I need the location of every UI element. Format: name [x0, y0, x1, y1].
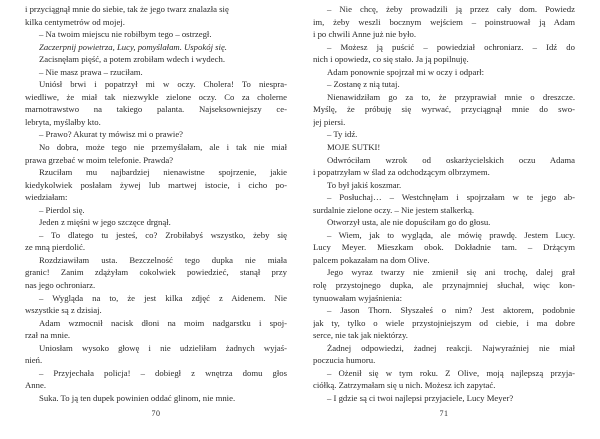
text-line: Myślę, że próbuję się wyrwać, przyciągnął mnie do swo-	[313, 104, 575, 115]
text-line: No dobra, może tego nie przemyślałam, ale i tak nie miał	[39, 142, 287, 153]
text-line: surdalnie zielone oczy. – Nie jestem stalkerką.	[313, 204, 475, 215]
text-line: Jeden z mięśni w jego szczęce drgnął.	[39, 217, 171, 228]
page-number: 70	[151, 409, 161, 418]
text-line: i przyciągnął mnie do siebie, tak że jego twarz znalazła się	[25, 4, 229, 14]
text-line: – Pierdol się.	[39, 204, 85, 215]
right-page	[313, 0, 575, 439]
text-line: – Prawo? Akurat ty mówisz mi o prawie?	[39, 129, 184, 140]
text-line: Otworzył usta, ale nie dopuściłam go do głosu.	[327, 217, 491, 228]
text-line: wiedziałam:	[25, 192, 68, 203]
text-line: Nienawidziłam go za to, że przyprawiał mnie o dreszcze.	[327, 91, 575, 102]
text-line: serce, nie tak jak niektórzy.	[313, 330, 408, 341]
text-line: – Wiem, jak to wygląda, ale mówię prawdę. Jestem Lucy.	[327, 229, 575, 240]
page-number: 71	[439, 409, 449, 418]
text-line: kiedykolwiek posłałam żywej lub martwej istocie, i cicho po-	[25, 179, 287, 190]
text-line: wszystkie są z dzisiaj.	[25, 305, 102, 316]
text-line: – Nie masz prawa – rzuciłam.	[39, 66, 143, 77]
text-line: ze mną pierdolić.	[25, 242, 86, 253]
text-line: wiedliwe, że miał tak niezwykle zielone oczy. Co za cholerne	[25, 91, 287, 102]
text-line: Adam wzmocnił nacisk dłoni na moim nadgarstku i spoj-	[39, 317, 287, 328]
text-line: granic! Zanim zdążyłam cokolwiek powiedzieć, stanął przy	[25, 267, 287, 278]
text-line: – Nie chcę, żeby prowadzili ją przez cały dom. Powiedz	[327, 4, 575, 14]
text-line: jej piersi.	[313, 116, 346, 127]
text-line: jak ty, tylko o wiele przystojniejszym od ciebie, i ma dobre	[313, 317, 575, 328]
text-line: – Posłuchaj… – Westchnęłam i spojrzałam w te jego ab-	[327, 192, 575, 203]
text-line: nich i opowiedz, co się stało. Ja ją popilnuję.	[313, 54, 469, 65]
text-line: – Ty idź.	[327, 129, 358, 140]
text-line: To był jakiś koszmar.	[327, 179, 402, 190]
text-line: – Zostanę z nią tutaj.	[327, 79, 400, 90]
text-line: Uniosłam wysoko głowę i nie udzieliłam żadnych wyjaś-	[39, 342, 287, 353]
text-line: rolę przystojnego dupka, ale przynajmniej słuchał, więc kon-	[313, 280, 575, 291]
text-line: Rzuciłam mu najbardziej nienawistne spojrzenie, jakie	[39, 167, 287, 178]
text-line: palcem pokazałam na dom Olive.	[313, 254, 430, 265]
left-page	[25, 0, 287, 439]
text-line: Odwróciłam wzrok od oskarżycielskich oczu Adama	[327, 154, 575, 165]
text-line: ciółką. Zatrzymałam się u nich. Możesz ich zapytać.	[313, 380, 496, 391]
text-line: – Możesz ją puścić – powiedział ochroniarz. – Idź do	[327, 41, 575, 52]
text-line: Lucy Meyer. Mieszkam obok. Dokładnie tam. – Drżącym	[313, 242, 575, 253]
right-page-text	[313, 3, 575, 405]
text-line: Żadnej odpowiedzi, żadnej reakcji. Najwyraźniej nie miał	[327, 342, 575, 353]
text-line: – Ożenił się w tym roku. Z Olive, moją najlepszą przyja-	[327, 367, 575, 378]
text-line: im, żeby weszli bocznym wejściem – poinstruował ją Adam	[313, 16, 575, 27]
text-line: prawa grzebać w moim telefonie. Prawda?	[25, 154, 174, 165]
text-line: i popatrzyłam w ślad za odchodzącym olbrzymem.	[313, 167, 490, 178]
text-line: – Jason Thorn. Słyszałeś o nim? Jest aktorem, podobnie	[327, 305, 575, 316]
text-line: – Na twoim miejscu nie robiłbym tego – ostrzegł.	[39, 29, 212, 40]
text-line: Rozdziawiłam usta. Bezczelność tego dupka nie miała	[39, 254, 287, 265]
text-line: Jego wyraz twarzy nie zmienił się ani trochę, dalej grał	[327, 267, 575, 278]
left-page-text	[25, 3, 287, 405]
text-line: Adam ponownie spojrzał mi w oczy i odparł:	[327, 66, 485, 77]
text-line: poczucia humoru.	[313, 355, 376, 366]
text-line: rzał na mnie.	[25, 330, 71, 341]
text-line: i po chwili Anne już nie było.	[313, 29, 417, 40]
text-line: tynuowałam wyjaśnienia:	[313, 292, 403, 303]
text-line: Zacisnęłam pięść, a potem zrobiłam wdech i wydech.	[39, 54, 225, 65]
text-line: – Przyjechała policja! – dobiegł z wnętrza domu głos	[39, 367, 287, 378]
text-line: – I gdzie są ci twoi najlepsi przyjaciele, Lucy Meyer?	[327, 392, 514, 403]
text-line: Anne.	[25, 380, 46, 391]
text-line: Suka. To ją ten dupek powinien oddać glinom, nie mnie.	[39, 392, 236, 403]
text-line: marnotrawstwo na takiego palanta. Najseksowniejszy ce-	[25, 104, 287, 115]
text-line: nień.	[25, 355, 43, 366]
text-line: Zaczerpnij powietrza, Lucy, pomyślałam. Uspokój się.	[39, 41, 227, 52]
text-line: lebryta, myślałby kto.	[25, 116, 101, 127]
text-line: kilka centymetrów od mojej.	[25, 16, 125, 27]
text-line: Uniósł brwi i popatrzył mi w oczy. Cholera! To niespra-	[39, 79, 287, 90]
text-line: – To dlatego tu jesteś, co? Zrobiłabyś wszystko, żeby się	[39, 229, 287, 240]
text-line: nas jego ochroniarz.	[25, 280, 96, 291]
text-line: MOJE SUTKI!	[327, 142, 381, 153]
text-line: – Wygląda na to, że jest kilka zdjęć z Aidenem. Nie	[39, 292, 287, 303]
